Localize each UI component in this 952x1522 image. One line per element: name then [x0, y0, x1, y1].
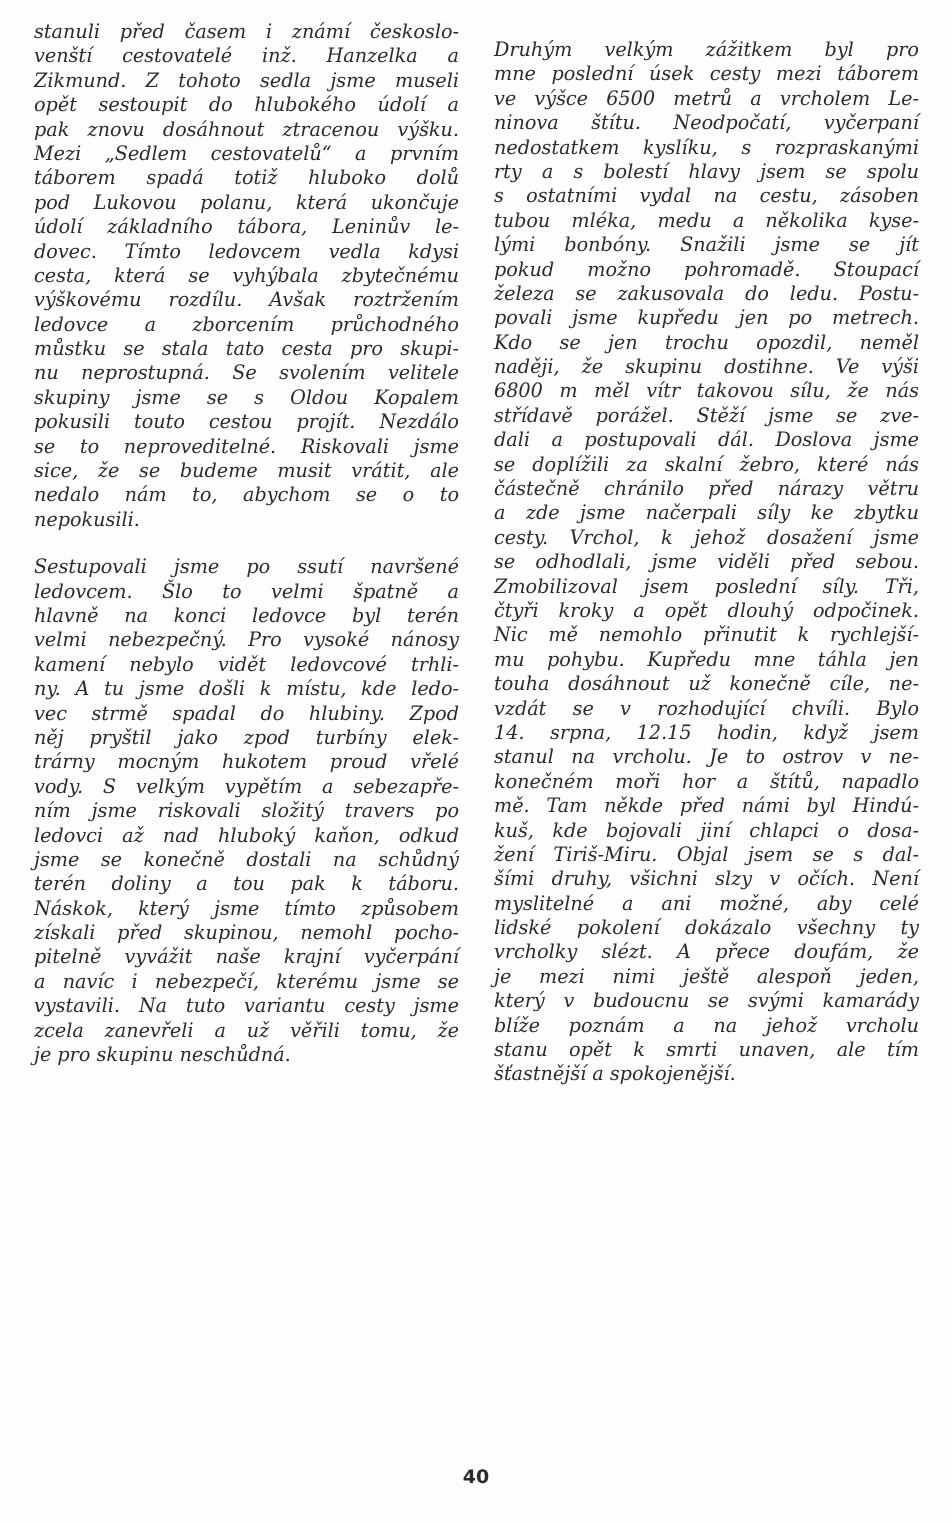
- text-line: ledovce a zborcením průchodného: [34, 312, 459, 336]
- text-line: vystavili. Na tuto variantu cesty jsme: [34, 994, 459, 1018]
- text-line: Mezi „Sedlem cestovatelů“ a prvním: [34, 141, 459, 165]
- text-line: kuš, kde bojovali jiní chlapci o dosa-: [494, 818, 919, 842]
- text-line: cesty. Vrchol, k jehož dosažení jsme: [494, 525, 919, 549]
- text-line: mne poslední úsek cesty mezi táborem: [494, 62, 919, 86]
- text-line: 14. srpna, 12.15 hodin, když jsem: [494, 720, 919, 744]
- text-line: vrcholky slézt. A přece doufám, že: [494, 940, 919, 964]
- text-line: Nic mě nemohlo přinutit k rychlejší-: [494, 623, 919, 647]
- text-line: železa se zakusovala do ledu. Postu-: [494, 281, 919, 305]
- text-line: pokusili touto cestou projít. Nezdálo: [34, 410, 459, 434]
- text-line: je mezi nimi ještě alespoň jeden,: [494, 964, 919, 988]
- text-line: venští cestovatelé inž. Hanzelka a: [34, 44, 459, 68]
- text-line: částečně chránilo před nárazy větru: [494, 477, 919, 501]
- text-line: ledovci až nad hluboký kaňon, odkud: [34, 823, 459, 847]
- page-number: 40: [462, 1466, 490, 1488]
- right-paragraph-1: [494, 38, 919, 1087]
- text-line: stanuli před časem i známí českoslo-: [34, 20, 459, 43]
- text-line: opět sestoupit do hlubokého údolí a: [34, 93, 459, 117]
- text-line: trárny mocným hukotem proud vřelé: [34, 750, 459, 774]
- text-line: povali jsme kupředu jen po metrech.: [494, 306, 919, 330]
- text-line: táborem spadá totiž hluboko dolů: [34, 166, 459, 190]
- text-line: údolí základního tábora, Leninův le-: [34, 215, 459, 239]
- text-line: který v budoucnu se svými kamarády: [494, 989, 919, 1013]
- text-line: se to neproveditelné. Riskovali jsme: [34, 434, 459, 458]
- text-line: můstku se stala tato cesta pro skupi-: [34, 337, 459, 361]
- text-line: střídavě porážel. Stěží jsme se zve-: [494, 403, 919, 427]
- text-line: ve výšce 6500 metrů a vrcholem Le-: [494, 86, 919, 110]
- text-line: nepokusili.: [34, 507, 140, 531]
- text-line: ninova štítu. Neodpočatí, vyčerpaní: [494, 111, 919, 135]
- right-column: [494, 38, 919, 1087]
- text-line: je pro skupinu neschůdná.: [34, 1043, 291, 1067]
- text-line: ním jsme riskovali složitý travers po: [34, 799, 459, 823]
- text-line: cesta, která se vyhýbala zbytečnému: [34, 263, 459, 287]
- text-line: Druhým velkým zážitkem byl pro: [494, 38, 919, 61]
- text-line: jsme se konečně dostali na schůdný: [34, 847, 459, 871]
- text-line: výškovému rozdílu. Avšak roztržením: [34, 288, 459, 312]
- text-line: Sestupovali jsme po ssutí navršené: [34, 555, 459, 579]
- left-paragraph-2: [34, 555, 459, 1067]
- text-line: pitelně vyvážit naše krajní vyčerpání: [34, 945, 459, 969]
- text-line: zcela zanevřeli a už věřili tomu, že: [34, 1018, 459, 1042]
- text-line: rty a s bolestí hlavy jsem se spolu: [494, 159, 919, 183]
- text-line: naději, že skupinu dostihne. Ve výši: [494, 355, 919, 379]
- text-line: hlavně na konci ledovce byl terén: [34, 603, 459, 627]
- text-line: touha dosáhnout už konečně cíle, ne-: [494, 672, 919, 696]
- text-line: pod Lukovou polanu, která ukončuje: [34, 190, 459, 214]
- text-line: vody. S velkým vypětím a sebezapře-: [34, 774, 459, 798]
- text-line: lidské pokolení dokázalo všechny ty: [494, 916, 919, 940]
- text-line: myslitelné a ani možné, aby celé: [494, 891, 919, 915]
- text-line: skupiny jsme se s Oldou Kopalem: [34, 385, 459, 409]
- text-line: nedostatkem kyslíku, s rozpraskanými: [494, 135, 919, 159]
- text-line: ny. A tu jsme došli k místu, kde ledo-: [34, 677, 459, 701]
- text-line: žení Tiriš-Miru. Objal jsem se s dal-: [494, 842, 919, 866]
- text-line: nu neprostupná. Se svolením velitele: [34, 361, 459, 385]
- text-line: získali před skupinou, nemohl pocho-: [34, 921, 459, 945]
- text-line: mu pohybu. Kupředu mne táhla jen: [494, 647, 919, 671]
- text-line: Kdo se jen trochu opozdil, neměl: [494, 330, 919, 354]
- text-line: Zikmund. Z tohoto sedla jsme museli: [34, 68, 459, 92]
- text-line: čtyři kroky a opět dlouhý odpočinek.: [494, 598, 919, 622]
- text-line: sice, že se budeme musit vrátit, ale: [34, 459, 459, 483]
- text-line: s ostatními vydal na cestu, zásoben: [494, 184, 919, 208]
- text-line: Náskok, který jsme tímto způsobem: [34, 896, 459, 920]
- text-line: se doplížili za skalní žebro, které nás: [494, 452, 919, 476]
- paragraph-gap: [34, 532, 459, 555]
- text-line: pokud možno pohromadě. Stoupací: [494, 257, 919, 281]
- text-line: kamení nebylo vidět ledovcové trhli-: [34, 652, 459, 676]
- text-line: vzdát se v rozhodující chvíli. Bylo: [494, 696, 919, 720]
- left-paragraph-1: [34, 20, 459, 532]
- text-line: lými bonbóny. Snažili jsme se jít: [494, 233, 919, 257]
- text-line: se odhodlali, jsme viděli před sebou.: [494, 550, 919, 574]
- text-line: blíže poznám a na jehož vrcholu: [494, 1013, 919, 1037]
- text-line: šťastnější a spokojenější.: [494, 1062, 736, 1086]
- text-line: něj pryštil jako zpod turbíny elek-: [34, 725, 459, 749]
- text-line: a zde jsme načerpali síly ke zbytku: [494, 501, 919, 525]
- left-column: [34, 20, 459, 1067]
- text-line: pak znovu dosáhnout ztracenou výšku.: [34, 117, 459, 141]
- text-line: nedalo nám to, abychom se o to: [34, 483, 459, 507]
- text-line: a navíc i nebezpečí, kterému jsme se: [34, 969, 459, 993]
- text-line: dovec. Tímto ledovcem vedla kdysi: [34, 239, 459, 263]
- text-line: dali a postupovali dál. Doslova jsme: [494, 428, 919, 452]
- text-line: konečném moři hor a štítů, napadlo: [494, 769, 919, 793]
- text-line: tubou mléka, medu a několika kyse-: [494, 208, 919, 232]
- text-line: stanu opět k smrti unaven, ale tím: [494, 1038, 919, 1062]
- text-line: 6800 m měl vítr takovou sílu, že nás: [494, 379, 919, 403]
- text-line: vec strmě spadal do hlubiny. Zpod: [34, 701, 459, 725]
- text-line: Zmobilizoval jsem poslední síly. Tři,: [494, 574, 919, 598]
- text-line: stanul na vrcholu. Je to ostrov v ne-: [494, 745, 919, 769]
- text-line: mě. Tam někde před námi byl Hindú-: [494, 794, 919, 818]
- text-line: terén doliny a tou pak k táboru.: [34, 872, 459, 896]
- text-line: šími druhy, všichni slzy v očích. Není: [494, 867, 919, 891]
- text-line: velmi nebezpečný. Pro vysoké nánosy: [34, 628, 459, 652]
- text-line: ledovcem. Šlo to velmi špatně a: [34, 579, 459, 603]
